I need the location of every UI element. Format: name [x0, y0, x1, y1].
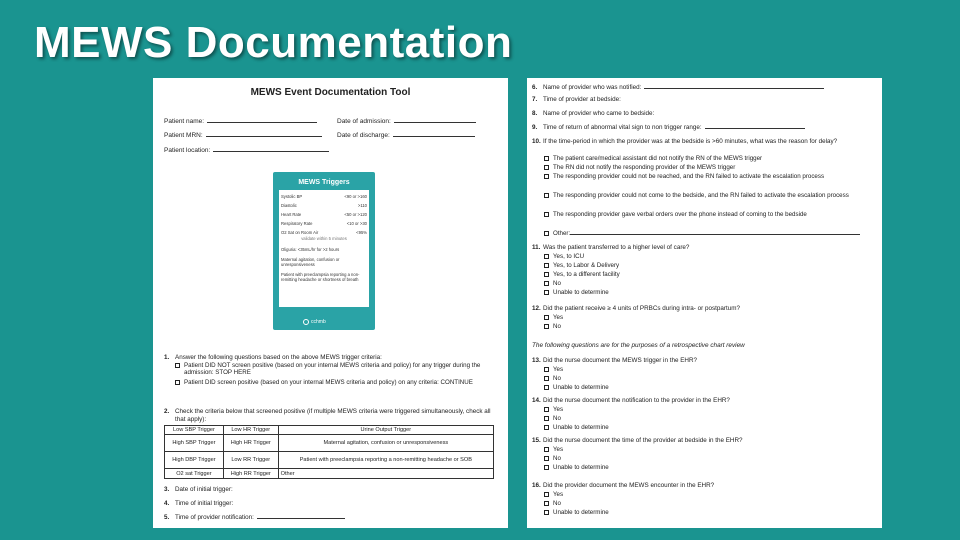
patient-location-label: Patient location: — [164, 147, 211, 154]
checkbox[interactable] — [544, 447, 549, 452]
table-cell[interactable]: O2 sat Trigger — [165, 469, 224, 479]
checkbox[interactable] — [544, 465, 549, 470]
checkbox[interactable] — [175, 363, 180, 368]
oliguria-text: Oliguria: <35mL/hr for >2 hours — [281, 247, 340, 252]
checkbox[interactable] — [544, 324, 549, 329]
logo-icon — [303, 319, 309, 325]
checkbox[interactable] — [544, 407, 549, 412]
checkbox[interactable] — [544, 263, 549, 268]
trigger-row-hr: Heart Rate <50 or >120 — [281, 212, 367, 217]
criteria-table — [164, 425, 494, 479]
mews-card-body — [279, 190, 369, 307]
checkbox[interactable] — [544, 272, 549, 277]
trigger-row-dbp: Diastolic >110 — [281, 203, 367, 208]
checkbox[interactable] — [544, 385, 549, 390]
date-discharge-label: Date of discharge: — [337, 132, 390, 139]
table-cell[interactable]: High DBP Trigger — [165, 452, 224, 469]
checkbox[interactable] — [544, 456, 549, 461]
table-header-cell[interactable]: Urine Output Trigger — [278, 426, 493, 435]
mews-card-title: MEWS Triggers — [298, 179, 350, 186]
patient-name-label: Patient name: — [164, 118, 205, 125]
table-cell[interactable]: Other — [278, 469, 493, 479]
checkbox[interactable] — [544, 425, 549, 430]
validate-note: validate within 5 minutes — [301, 236, 347, 241]
checkbox[interactable] — [544, 315, 549, 320]
preeclampsia-text: Patient with preeclampsia reporting a non-remitting headache or shortness of breath — [281, 272, 360, 282]
checkbox[interactable] — [544, 193, 549, 198]
checkbox[interactable] — [544, 254, 549, 259]
patient-location-field[interactable] — [164, 147, 329, 154]
table-header-cell[interactable]: Low HR Trigger — [223, 426, 278, 435]
trigger-row-o2: O2 Sat on Room Air <95% — [281, 230, 367, 235]
patient-mrn-label: Patient MRN: — [164, 132, 203, 139]
checkbox[interactable] — [544, 416, 549, 421]
maternal-agitation-text: Maternal agitation, confusion or unresponsiveness — [281, 257, 340, 267]
table-cell[interactable]: High RR Trigger — [223, 469, 278, 479]
checkbox[interactable] — [544, 367, 549, 372]
retrospective-note: The following questions are for the purposes of a retrospective chart review — [532, 342, 745, 349]
document-title: MEWS Event Documentation Tool — [250, 87, 411, 98]
patient-mrn-field[interactable] — [164, 132, 322, 139]
checkbox[interactable] — [544, 174, 549, 179]
checkbox[interactable] — [544, 376, 549, 381]
table-cell[interactable]: High SBP Trigger — [165, 435, 224, 452]
trigger-row-sbp: Systolic BP <90 or >160 — [281, 194, 367, 199]
checkbox[interactable] — [544, 231, 549, 236]
card-logo: cchmb — [303, 319, 326, 325]
table-cell[interactable]: Patient with preeclampsia reporting a non-remitting headache or SOB — [278, 452, 493, 469]
table-header-cell[interactable]: Low SBP Trigger — [165, 426, 224, 435]
table-cell[interactable]: Maternal agitation, confusion or unresponsiveness — [278, 435, 493, 452]
checkbox[interactable] — [544, 492, 549, 497]
date-admission-field[interactable] — [337, 118, 476, 125]
checkbox[interactable] — [544, 281, 549, 286]
checkbox[interactable] — [544, 165, 549, 170]
mews-triggers-card — [273, 172, 375, 330]
slide-title: MEWS Documentation — [34, 18, 513, 67]
patient-name-field[interactable] — [164, 118, 317, 125]
checkbox[interactable] — [544, 501, 549, 506]
document-page-right: 6. Name of provider who was notified: 7. Time of provider at bedside: 8. Name of provider who came to bedside: 9. Time of return of abnormal vital sign to non trigger range: 10. If the time-period in which the provider was at the bedside is >60 minutes, what was the reason for delay? The patient care/medical assistant did not notify the RN of the MEWS trigger The RN did not notify the responding provider of the MEWS trigger The responding provider could not be reached, and the RN failed to activate the escalation process The responding provider could not come to the bedside, and the RN failed to activate the escalation process The responding provider gave verbal orders over the phone instead of coming to the bedside Other: 11. Was the patient transferred to a higher level of care? Yes, to ICU Yes, to Labor & Delivery Yes, to a different facility No Unable to determine 12. Did the patient receive ≥ 4 units of PRBCs during intra- or postpartum? Yes No The following questions are for the purposes of a retrospective chart review 13. Did the nurse document the MEWS trigger in the EHR? Yes No Unable to determine 14. Did the nurse document the notification to the provider in the EHR? Yes No Unable to determine 15. Did the nurse document the time of the provider at bedside in the EHR? Yes No Unable to determine 16. Did the provider document the MEWS encounter in the EHR? Yes No Unable to determine — [527, 78, 882, 528]
checkbox[interactable] — [544, 156, 549, 161]
date-admission-label: Date of admission: — [337, 118, 391, 125]
trigger-row-rr: Respiratory Rate <10 or >30 — [281, 221, 367, 226]
checkbox[interactable] — [544, 510, 549, 515]
checkbox[interactable] — [175, 380, 180, 385]
checkbox[interactable] — [544, 290, 549, 295]
table-cell[interactable]: High HR Trigger — [223, 435, 278, 452]
checkbox[interactable] — [544, 212, 549, 217]
table-cell[interactable]: Low RR Trigger — [223, 452, 278, 469]
date-discharge-field[interactable] — [337, 132, 475, 139]
document-page-left: MEWS Event Documentation Tool Patient name: Date of admission: Patient MRN: Date of discharge: Patient location: MEWS Triggers Systolic BP <90 or >160 Diastolic >110 Heart Rate <50 or >120 Respiratory Rate <10 or >30 O2 Sat on Room Air <95% validate within 5 minutes Oliguria: <35mL/hr for >2 hours Maternal agitation, confusion or unresponsiveness Patient with preeclampsia reporting a non-remitting headache or shortness of breath cchmb 1. Answer the following questions based on the above MEWS trigger criteria: Patient DID NOT screen positive (based on your internal MEWS criteria and policy) for any trigger during the admission: STOP HERE Patient DID screen positive (based on your internal MEWS criteria and policy) on any criteria: CONTINUE 2. Check the criteria below that screened positive (if multiple MEWS criteria were triggered simultaneously, check all that apply): Low SBP Trigger Low HR Trigger Urine Output Trigger High SBP Trigger High HR Trigger Maternal agitation, confusion or unresponsiveness High DBP Trigger Low RR Trigger Patient with preeclampsia reporting a non-remitting headache or SOB O2 sat Trigger High RR Trigger Other 3. Date of initial trigger: 4. Time of initial trigger: 5. Time of provider notification: — [153, 78, 508, 528]
